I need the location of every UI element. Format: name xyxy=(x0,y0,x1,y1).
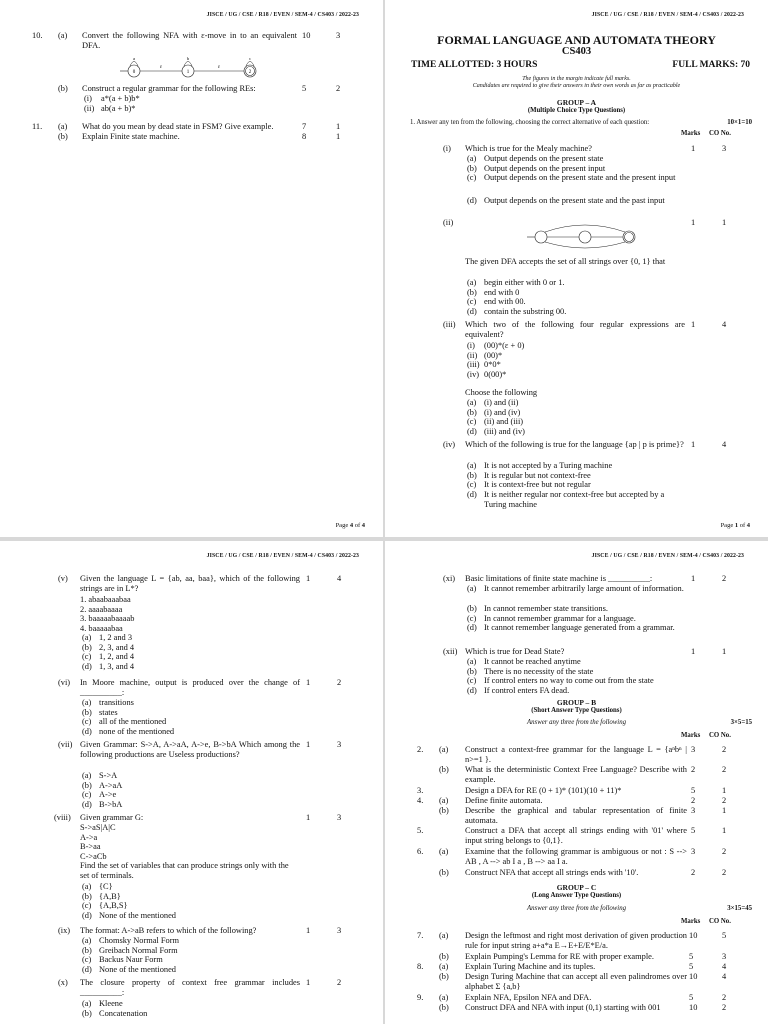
option-label: (a) xyxy=(467,278,477,287)
page-footer: Page 4 of 4 xyxy=(335,522,365,529)
marks-value: 5 xyxy=(691,826,696,835)
option-label: (c) xyxy=(467,173,477,182)
question-label: (a) xyxy=(439,847,449,856)
co-value: 2 xyxy=(722,847,727,856)
option-text: (i) and (iv) xyxy=(484,407,521,417)
option-label: (d) xyxy=(467,489,477,499)
option-label: (d) xyxy=(467,306,477,316)
marks-value: 10 xyxy=(689,972,698,981)
question-label: (b) xyxy=(439,806,449,815)
marks-value: 1 xyxy=(306,678,311,687)
option-label: (d) xyxy=(82,726,92,736)
co-value: 3 xyxy=(722,144,727,153)
page-4: JISCE / UG / CSE / R18 / EVEN / SEM-4 / CS403 / 2022-23 10. (a) Convert the following NFA with ε-move in to an equivalent DFA. 10 3 0 ε 1 ε 2 a b c (b) Construct a regular grammar for the following REs: 5 2 (i) a*(a + b)b* (ii) ab(a + b)* 11. (a) What do you mean by dead state in FSM? Give example. 7 1 (b) Explain Finite state machine. 8 1 Page 4 of 4 xyxy=(0,0,383,537)
co-value: 2 xyxy=(722,993,727,1002)
option-label: (c) xyxy=(82,790,92,799)
group-heading: GROUP – B xyxy=(556,698,597,707)
option-label: (c) xyxy=(467,613,477,623)
question-text: Construct a DFA that accept all strings ending with '01' where input string belongs to {0,1}. xyxy=(465,826,687,846)
question-number: 2. xyxy=(417,745,424,754)
option-label: (b) xyxy=(467,666,477,676)
column-marks: Marks xyxy=(681,918,701,925)
co-value: 3 xyxy=(722,952,727,961)
option-label: (d) xyxy=(82,661,92,671)
option-text: It cannot be reached anytime xyxy=(484,657,581,666)
marks-value: 1 xyxy=(691,320,696,329)
option-text: 1, 2, and 4 xyxy=(99,652,135,661)
marks-value: 5 xyxy=(689,993,694,1002)
option-label: (d) xyxy=(467,623,477,632)
option-text: 0*0* xyxy=(484,360,501,369)
option-label: (c) xyxy=(82,955,92,964)
note: Candidates are required to give their answers in their own words as far as practicable xyxy=(472,83,681,89)
option-label: (c) xyxy=(467,676,477,685)
time-allotted: TIME ALLOTTED: 3 HOURS xyxy=(411,60,538,70)
option-label: (d) xyxy=(467,685,477,695)
group-subheading: (Long Answer Type Questions) xyxy=(531,892,622,899)
option-text: 1, 2 and 3 xyxy=(99,633,133,642)
question-text: Which two of the following four regular expressions are equivalent? xyxy=(465,320,685,340)
grammar-rule: C->aCb xyxy=(80,851,107,861)
option-text: end with 00. xyxy=(484,297,526,306)
marks-value: 2 xyxy=(691,796,696,805)
list-item: 3. baaaaabaaaab xyxy=(80,614,135,623)
dfa-diagram xyxy=(525,224,645,250)
option-text: (00)* xyxy=(484,350,503,360)
option-label: (b) xyxy=(467,407,477,417)
option-label: (iv) xyxy=(467,369,480,379)
option-text: {A,B} xyxy=(99,891,121,901)
paper-code: CS403 xyxy=(561,46,592,57)
question-label: (a) xyxy=(439,796,449,805)
co-value: 4 xyxy=(722,962,727,971)
option-label: (a) xyxy=(82,633,92,642)
page-header: JISCE / UG / CSE / R18 / EVEN / SEM-4 / CS403 / 2022-23 xyxy=(206,12,359,18)
option-text: In cannot remember state transitions. xyxy=(484,604,608,613)
question-number: 4. xyxy=(417,796,424,805)
full-marks: FULL MARKS: 70 xyxy=(672,60,750,70)
page-header: JISCE / UG / CSE / R18 / EVEN / SEM-4 / CS403 / 2022-23 xyxy=(591,553,744,559)
question-label: (iii) xyxy=(443,320,456,329)
page-2 xyxy=(0,541,383,1024)
question-number: 10. xyxy=(32,31,43,40)
group-subheading: (Multiple Choice Type Questions) xyxy=(527,107,626,114)
marks-value: 2 xyxy=(691,765,696,774)
co-value: 3 xyxy=(337,926,342,935)
option-label: (a) xyxy=(467,154,477,163)
co-value: 2 xyxy=(722,868,727,877)
question-label: (ix) xyxy=(58,926,71,935)
question-text: Given the language L = {ab, aa, baa}, which of the following strings are in L*? xyxy=(80,574,300,594)
marks-value: 3 xyxy=(691,847,696,856)
question-text: Explain Turing Machine and its tuples. xyxy=(465,962,596,971)
question-number: 8. xyxy=(417,962,424,971)
option-label: (b) xyxy=(82,1008,92,1018)
instruction: Answer any three from the following xyxy=(527,719,626,726)
question-label: (xi) xyxy=(443,574,456,583)
option-text: If control enters FA dead. xyxy=(484,685,570,695)
marks-value: 5 xyxy=(689,962,694,971)
column-co: CO No. xyxy=(709,918,731,925)
option-label: (d) xyxy=(82,964,92,974)
question-label: (a) xyxy=(439,993,449,1002)
option-text: Output depends on the present state and the present input xyxy=(484,173,676,182)
option-label: (b) xyxy=(82,707,92,717)
question-label: (b) xyxy=(439,765,449,774)
option-text: A->aA xyxy=(99,780,123,790)
question-text: Construct DFA and NFA with input (0,1) starting with 001 xyxy=(465,1003,661,1012)
option-label: (a) xyxy=(467,461,477,470)
question-text: Construct a context-free grammar for the language L = {aⁿbⁿ | n>=1 }. xyxy=(465,745,687,765)
question-label: (viii) xyxy=(54,813,71,822)
marks-value: 5 xyxy=(691,786,696,795)
option-text: 1, 3, and 4 xyxy=(99,661,135,671)
question-number: 3. xyxy=(417,786,424,795)
group-heading: GROUP – C xyxy=(556,883,597,892)
question-text: Describe the graphical and tabular representation of finite automata. xyxy=(465,806,687,826)
marks-value: 1 xyxy=(691,144,696,153)
option-text: 2, 3, and 4 xyxy=(99,642,135,652)
option-text: It cannot remember language generated from a grammar. xyxy=(484,623,675,632)
marks-value: 1 xyxy=(691,440,696,449)
option-text: {C} xyxy=(99,882,113,891)
co-value: 5 xyxy=(722,931,727,940)
group-subheading: (Short Answer Type Questions) xyxy=(531,707,622,714)
option-text: In cannot remember grammar for a language. xyxy=(484,613,636,623)
marks-value: 3 xyxy=(691,745,696,754)
option-text: (i) and (ii) xyxy=(484,398,519,407)
option-text: S->A xyxy=(99,771,118,780)
marks-value: 5 xyxy=(689,952,694,961)
option-label: (d) xyxy=(467,426,477,436)
list-item: 4. baaaaabaa xyxy=(80,623,123,633)
question-text: Which is true for the Mealy machine? xyxy=(465,144,592,153)
list-item: 2. aaaabaaaa xyxy=(80,604,123,614)
co-value: 2 xyxy=(722,745,727,754)
option-text: It cannot remember arbitrarily large amount of information. xyxy=(484,584,684,593)
co-value: 1 xyxy=(722,786,727,795)
co-value: 4 xyxy=(337,574,342,583)
question-label: (b) xyxy=(439,952,449,961)
co-value: 4 xyxy=(722,972,727,981)
column-co: CO No. xyxy=(709,130,731,137)
marks-value: 1 xyxy=(691,574,696,583)
paper-title: FORMAL LANGUAGE AND AUTOMATA THEORY xyxy=(437,33,716,47)
option-label: (b) xyxy=(467,287,477,297)
loop-label: b xyxy=(186,56,190,61)
option-label: (a) xyxy=(82,698,92,707)
co-value: 2 xyxy=(722,796,727,805)
marks-value: 1 xyxy=(306,813,311,822)
question-label: (x) xyxy=(58,978,68,987)
question-text: Define finite automata. xyxy=(465,796,543,805)
option-label: (a) xyxy=(82,999,92,1008)
question-text: Examine that the following grammar is ambiguous or not : S --> AB , A --> ab I a , B --> aa I a. xyxy=(465,847,687,867)
option-label: (b) xyxy=(82,642,92,652)
option-label: (d) xyxy=(467,196,477,205)
option-text: all of the mentioned xyxy=(99,717,167,726)
option-text: begin either with 0 or 1. xyxy=(484,278,565,287)
group-total: 10×1=10 xyxy=(727,119,752,126)
co-value: 4 xyxy=(722,320,727,329)
option-text: Kleene xyxy=(99,999,123,1008)
option-label: (d) xyxy=(82,799,92,809)
co-value: 2 xyxy=(722,1003,727,1012)
option-text: contain the substring 00. xyxy=(484,306,567,316)
option-text: Chomsky Normal Form xyxy=(99,936,180,945)
option-text: Backus Naur Form xyxy=(99,955,163,964)
question-text: Construct NFA that accept all strings ends with '10'. xyxy=(465,868,639,877)
co-value: 1 xyxy=(722,806,727,815)
marks-value: 10 xyxy=(689,1003,698,1012)
option-label: (b) xyxy=(82,780,92,790)
option-text: end with 0 xyxy=(484,287,520,297)
option-label: (c) xyxy=(82,901,92,910)
question-text: Design a DFA for RE (0 + 1)* (101)(10 + 11)* xyxy=(465,786,622,795)
question-label: (iv) xyxy=(443,440,456,449)
loop-label: a xyxy=(133,56,135,61)
question-text: The format: A->aB refers to which of the following? xyxy=(80,926,257,935)
question-text: Given Grammar: S->A, A->aA, A->e, B->bA Which among the following productions are Useless productions? xyxy=(80,740,300,760)
co-value: 4 xyxy=(722,440,727,449)
group-heading: GROUP – A xyxy=(556,98,597,107)
option-label: (a) xyxy=(467,584,477,593)
page-footer: Page 1 of 4 xyxy=(720,522,750,529)
option-text: (iii) and (iv) xyxy=(484,426,525,436)
page-header: JISCE / UG / CSE / R18 / EVEN / SEM-4 / CS403 / 2022-23 xyxy=(591,12,744,18)
co-value: 1 xyxy=(722,218,727,227)
option-label: (b) xyxy=(467,604,477,613)
page-3 xyxy=(385,541,768,1024)
option-text: Output depends on the present state xyxy=(484,154,604,163)
option-text: A->e xyxy=(99,790,117,799)
option-text: None of the mentioned xyxy=(99,910,176,920)
option-text: (ii) and (iii) xyxy=(484,417,524,426)
question-text: What do you mean by dead state in FSM? Give example. xyxy=(82,122,274,131)
column-marks: Marks xyxy=(681,130,701,137)
question-text: Design Turing Machine that can accept all even palindromes over alphabet Σ {a,b} xyxy=(465,972,687,992)
option-label: (a) xyxy=(82,936,92,945)
question-label: (b) xyxy=(439,972,449,981)
marks-value: 2 xyxy=(691,868,696,877)
question-text: In Moore machine, output is produced over the change of __________: xyxy=(80,678,300,698)
question-text: Which is true for Dead State? xyxy=(465,647,565,656)
marks-value: 10 xyxy=(689,931,698,940)
co-value: 3 xyxy=(337,740,342,749)
option-text: Output depends on the present state and the past input xyxy=(484,196,665,205)
question-text: The given DFA accepts the set of all strings over {0, 1} that xyxy=(465,257,666,266)
option-text: If control enters no way to come out from the state xyxy=(484,676,654,685)
nfa-diagram xyxy=(118,55,268,81)
question-number: 5. xyxy=(417,826,424,835)
question-text: Find the set of variables that can produce strings only with the set of terminals. xyxy=(80,861,289,881)
co-value: 2 xyxy=(337,678,342,687)
option-text: It is regular but not context-free xyxy=(484,470,591,480)
edge-label: ε xyxy=(159,65,163,70)
option-label: (b) xyxy=(82,891,92,901)
option-text: transitions xyxy=(99,698,134,707)
option-label: (a) xyxy=(467,398,477,407)
option-text: Output depends on the present input xyxy=(484,163,606,173)
page-1 xyxy=(385,0,768,537)
co-value: 1 xyxy=(722,826,727,835)
option-label: (c) xyxy=(467,417,477,426)
option-label: (c) xyxy=(82,717,92,726)
question-text: Given grammar G: xyxy=(80,813,144,822)
group-total: 3×5=15 xyxy=(730,719,752,726)
question-label: (a) xyxy=(439,931,449,940)
option-text: None of the mentioned xyxy=(99,964,176,974)
question-number: 9. xyxy=(417,993,424,1002)
option-text: It is not accepted by a Turing machine xyxy=(484,461,613,470)
question-label: (vii) xyxy=(58,740,73,749)
option-label: (c) xyxy=(467,480,477,489)
question-label: (vi) xyxy=(58,678,71,687)
co-value: 2 xyxy=(337,978,342,987)
question-label: (b) xyxy=(439,1003,449,1012)
grammar-rule: S->aS|A|C xyxy=(80,823,116,832)
question-text: Convert the following NFA with ε-move in to an equivalent DFA. xyxy=(82,31,297,51)
option-text: 0(00)* xyxy=(484,369,507,379)
loop-label: c xyxy=(249,56,251,61)
marks-value: 1 xyxy=(691,218,696,227)
option-label: (ii) xyxy=(467,350,478,360)
marks-value: 1 xyxy=(306,574,311,583)
option-label: (a) xyxy=(467,657,477,666)
question-label: (i) xyxy=(443,144,451,153)
option-label: (b) xyxy=(467,163,477,173)
question-label: (ii) xyxy=(443,218,454,227)
option-label: (b) xyxy=(82,945,92,955)
question-text: Design the leftmost and right most derivation of given production rule for input string a+a*a E→E+E/E*E/a. xyxy=(465,931,687,951)
question-label: (v) xyxy=(58,574,68,583)
co-value: 3 xyxy=(337,813,342,822)
question-number: 6. xyxy=(417,847,424,856)
grammar-rule: B->aa xyxy=(80,842,101,851)
option-label: (i) xyxy=(467,341,475,350)
question-label: (a) xyxy=(439,745,449,754)
question-text: Explain Finite state machine. xyxy=(82,132,180,141)
state-1: 1 xyxy=(186,70,190,75)
option-label: (a) xyxy=(82,771,92,780)
co-value: 1 xyxy=(722,647,727,656)
question-text: Which of the following is true for the language {ap | p is prime}? xyxy=(465,440,684,449)
marks-value: 3 xyxy=(691,806,696,815)
marks-value: 1 xyxy=(306,926,311,935)
column-marks: Marks xyxy=(681,732,701,739)
option-label: (c) xyxy=(467,297,477,306)
state-2: 2 xyxy=(248,70,252,75)
option-label: (a) xyxy=(82,882,92,891)
option-text: states xyxy=(99,707,118,717)
instruction: 1. Answer any ten from the following, choosing the correct alternative of each question: xyxy=(410,119,650,126)
state-0: 0 xyxy=(132,70,136,75)
page-header: JISCE / UG / CSE / R18 / EVEN / SEM-4 / CS403 / 2022-23 xyxy=(206,553,359,559)
question-number: 11. xyxy=(32,122,43,131)
option-text: It is context-free but not regular xyxy=(484,480,591,489)
option-text: Greibach Normal Form xyxy=(99,945,178,955)
question-text: Explain Pumping's Lemma for RE with proper example. xyxy=(465,952,654,961)
option-text: (00)*(ε + 0) xyxy=(484,341,525,350)
question-text: What is the deterministic Context Free Language? Describe with example. xyxy=(465,765,687,785)
option-label: (b) xyxy=(467,470,477,480)
option-label: (iii) xyxy=(467,360,480,369)
note: The figures in the margin indicate full marks. xyxy=(522,76,631,82)
column-co: CO No. xyxy=(709,732,731,739)
marks-value: 1 xyxy=(691,647,696,656)
option-text: {A,B,S} xyxy=(99,901,128,910)
group-total: 3×15=45 xyxy=(727,905,752,912)
marks-value: 1 xyxy=(306,740,311,749)
question-text: Basic limitations of finite state machine is __________: xyxy=(465,574,653,583)
option-text: It is neither regular nor context-free but accepted by a Turing machine xyxy=(484,489,665,509)
question-text: The closure property of context free grammar includes __________: xyxy=(80,978,300,998)
question-text: Explain NFA, Epsilon NFA and DFA. xyxy=(465,993,592,1002)
edge-label: ε xyxy=(217,65,221,70)
co-value: 2 xyxy=(722,765,727,774)
co-value: 2 xyxy=(722,574,727,583)
question-number: 7. xyxy=(417,931,424,940)
question-label: (b) xyxy=(439,868,449,877)
option-label: (c) xyxy=(82,652,92,661)
option-text: Concatenation xyxy=(99,1008,148,1018)
question-label: (xii) xyxy=(443,647,458,656)
grammar-rule: A->a xyxy=(80,832,98,842)
choose-label: Choose the following xyxy=(465,388,538,397)
option-text: B->bA xyxy=(99,799,123,809)
option-text: none of the mentioned xyxy=(99,726,175,736)
list-item: 1. abaabaaabaa xyxy=(80,595,131,604)
option-label: (d) xyxy=(82,910,92,920)
question-text: Construct a regular grammar for the following REs: xyxy=(82,84,256,93)
question-label: (a) xyxy=(439,962,449,971)
option-text: There is no necessity of the state xyxy=(484,666,594,676)
instruction: Answer any three from the following xyxy=(527,905,626,912)
marks-value: 1 xyxy=(306,978,311,987)
